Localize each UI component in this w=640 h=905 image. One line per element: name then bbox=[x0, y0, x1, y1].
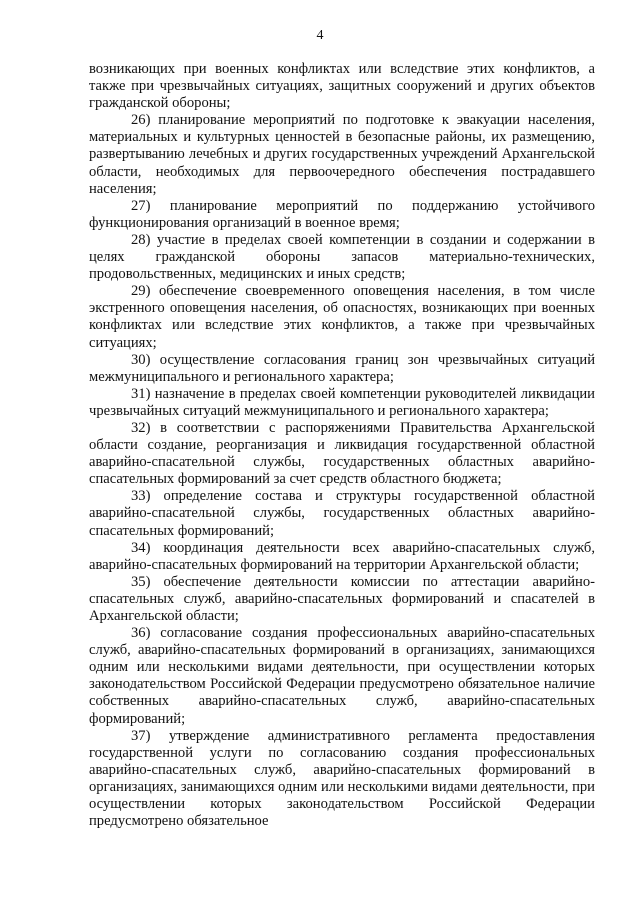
paragraph-item-36: 36) согласование создания профессиональных аварийно-спасательных служб, аварийно-спасательных формирований в организациях, занимающихся одним или несколькими видами деятельности, при осуществлении которых законодательством Российской Федерации предусмотрено обязательное наличие собственных аварийно-спасательных служб, аварийно-спасательных формирований; bbox=[89, 625, 595, 727]
paragraph-item-30: 30) осуществление согласования границ зон чрезвычайных ситуаций межмуниципального и регионального характера; bbox=[89, 351, 595, 385]
paragraph-continuation: возникающих при военных конфликтах или вследствие этих конфликтов, а также при чрезвычайных ситуациях, защитных сооружений и других объектов гражданской обороны; bbox=[89, 61, 595, 112]
paragraph-item-28: 28) участие в пределах своей компетенции в создании и содержании в целях гражданской обороны запасов материально-технических, продовольственных, медицинских и иных средств; bbox=[89, 231, 595, 283]
paragraph-item-32: 32) в соответствии с распоряжениями Правительства Архангельской области создание, реорганизация и ликвидация государственной областной аварийно-спасательной службы, государственных областных аварийно-спасательных формирований за счет средств областного бюджета; bbox=[89, 419, 595, 488]
paragraph-item-37: 37) утверждение административного регламента предоставления государственной услуги по согласованию создания профессиональных аварийно-спасательных служб, аварийно-спасательных формирований в организациях, занимающихся одним или несколькими видами деятельности, при осуществлении которых законодательством Российской Федерации предусмотрено обязательное bbox=[89, 727, 595, 830]
paragraph-item-26: 26) планирование мероприятий по подготовке к эвакуации населения, материальных и культурных ценностей в безопасные районы, их размещению, развертыванию лечебных и других государственных учреждений Архангельской области, необходимых для первоочередного обеспечения пострадавшего населения; bbox=[89, 112, 595, 197]
document-body bbox=[89, 61, 595, 830]
paragraph-item-27: 27) планирование мероприятий по поддержанию устойчивого функционирования организаций в военное время; bbox=[89, 197, 595, 231]
paragraph-item-29: 29) обеспечение своевременного оповещения населения, в том числе экстренного оповещения населения, об опасностях, возникающих при военных конфликтах или вследствие этих конфликтов, а также при чрезвычайных ситуациях; bbox=[89, 283, 595, 351]
paragraph-item-35: 35) обеспечение деятельности комиссии по аттестации аварийно-спасательных служб, аварийно-спасательных формирований и спасателей в Архангельской области; bbox=[89, 573, 595, 624]
page-number: 4 bbox=[316, 28, 324, 43]
paragraph-item-33: 33) определение состава и структуры государственной областной аварийно-спасательной службы, государственных областных аварийно-спасательных формирований; bbox=[89, 488, 595, 539]
paragraph-item-34: 34) координация деятельности всех аварийно-спасательных служб, аварийно-спасательных формирований на территории Архангельской области; bbox=[89, 539, 595, 573]
paragraph-item-31: 31) назначение в пределах своей компетенции руководителей ликвидации чрезвычайных ситуаций межмуниципального и регионального характера; bbox=[89, 385, 595, 419]
